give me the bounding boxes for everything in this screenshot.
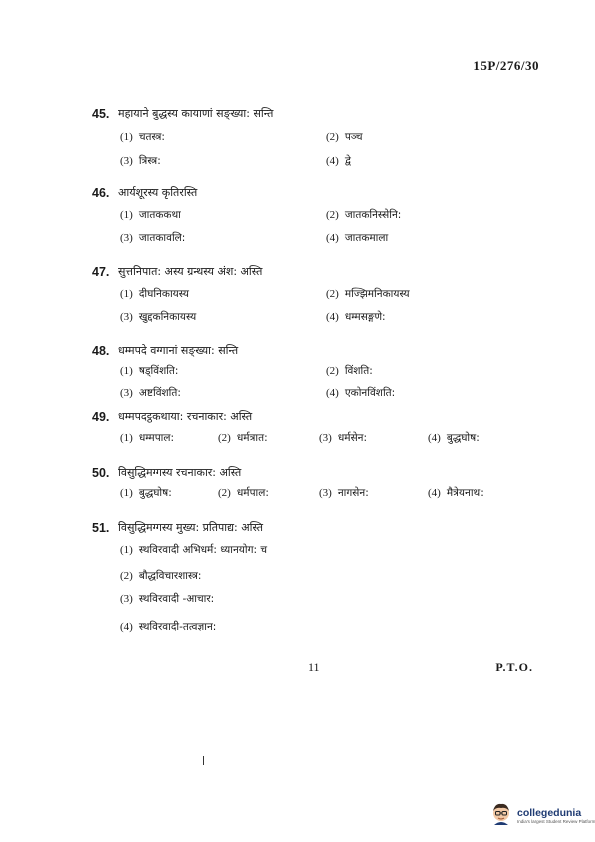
question-text: विसुद्धिमग्गस्य मुख्य: प्रतिपाद्य: अस्ति	[118, 521, 264, 534]
pto-label: P.T.O.	[495, 660, 533, 674]
question-number: 49.	[92, 410, 110, 424]
option: (1) चतस्त्र:	[120, 131, 165, 143]
option: (2) बौद्धविचारशास्त्र:	[120, 570, 202, 582]
option: (3) अष्टविंशति:	[120, 387, 181, 399]
option: (3) स्थविरवादी -आचार:	[120, 593, 215, 605]
question-number: 51.	[92, 521, 110, 535]
option: (2) धर्मत्रात:	[218, 432, 268, 444]
question-number: 47.	[92, 265, 110, 279]
option: (4) जातकमाला	[326, 232, 389, 244]
option: (2) मज्झिमनिकायस्य	[326, 288, 410, 300]
question-text: आर्यशूरस्य कृतिरस्ति	[118, 186, 198, 199]
option: (3) नागसेन:	[319, 487, 369, 499]
option: (1) स्थविरवादी अभिधर्म: ध्यानयोग: च	[120, 544, 268, 556]
paper-code: 15P/276/30	[473, 58, 539, 73]
question-number: 45.	[92, 107, 110, 121]
option: (4) एकोनविंशति:	[326, 387, 396, 399]
tick-mark	[203, 756, 204, 765]
question-number: 48.	[92, 344, 110, 358]
option: (3) धर्मसेन:	[319, 432, 368, 444]
page-number: 11	[308, 660, 320, 674]
option: (4) स्थविरवादी-तत्वज्ञान:	[120, 621, 217, 633]
option: (2) विंशति:	[326, 365, 373, 377]
question-number: 50.	[92, 466, 110, 480]
brand-name: collegedunia	[517, 806, 582, 819]
option: (1) बुद्धघोष:	[120, 487, 172, 499]
question-text: विसुद्धिमग्गस्य रचनाकार: अस्ति	[118, 466, 242, 479]
option: (3) खुद्दकनिकायस्य	[120, 311, 197, 323]
option: (4) बुद्धघोष:	[428, 432, 480, 444]
option: (3) जातकावलि:	[120, 232, 186, 244]
option: (1) दीघनिकायस्य	[120, 288, 189, 300]
collegedunia-logo[interactable]	[489, 801, 595, 831]
option: (2) पञ्च	[326, 131, 363, 143]
question-text: धम्मपदट्ठकथाया: रचनाकार: अस्ति	[118, 410, 253, 423]
question-number: 46.	[92, 186, 110, 200]
question-text: सुत्तनिपात: अस्य ग्रन्थस्य अंश: अस्ति	[118, 265, 263, 278]
option: (1) जातककथा	[120, 209, 181, 221]
option: (1) धम्मपाल:	[120, 432, 175, 444]
option: (4) मैत्रेयनाथ:	[428, 487, 484, 499]
option: (4) द्वे	[326, 155, 351, 167]
option: (4) धम्मसङ्गणे:	[326, 311, 386, 323]
student-avatar-icon	[489, 801, 513, 831]
brand-tagline: India's largest Student Review Platform	[517, 819, 595, 824]
option: (3) त्रिस्त्र:	[120, 155, 161, 167]
option: (2) जातकनिस्सेनि:	[326, 209, 402, 221]
option: (1) षड्विंशति:	[120, 365, 179, 377]
question-text: धम्मपदे वग्गानां सङ्ख्या: सन्ति	[118, 344, 239, 357]
question-text: महायाने बुद्धस्य कायाणां सङ्ख्या: सन्ति	[118, 107, 274, 120]
option: (2) धर्मपाल:	[218, 487, 269, 499]
